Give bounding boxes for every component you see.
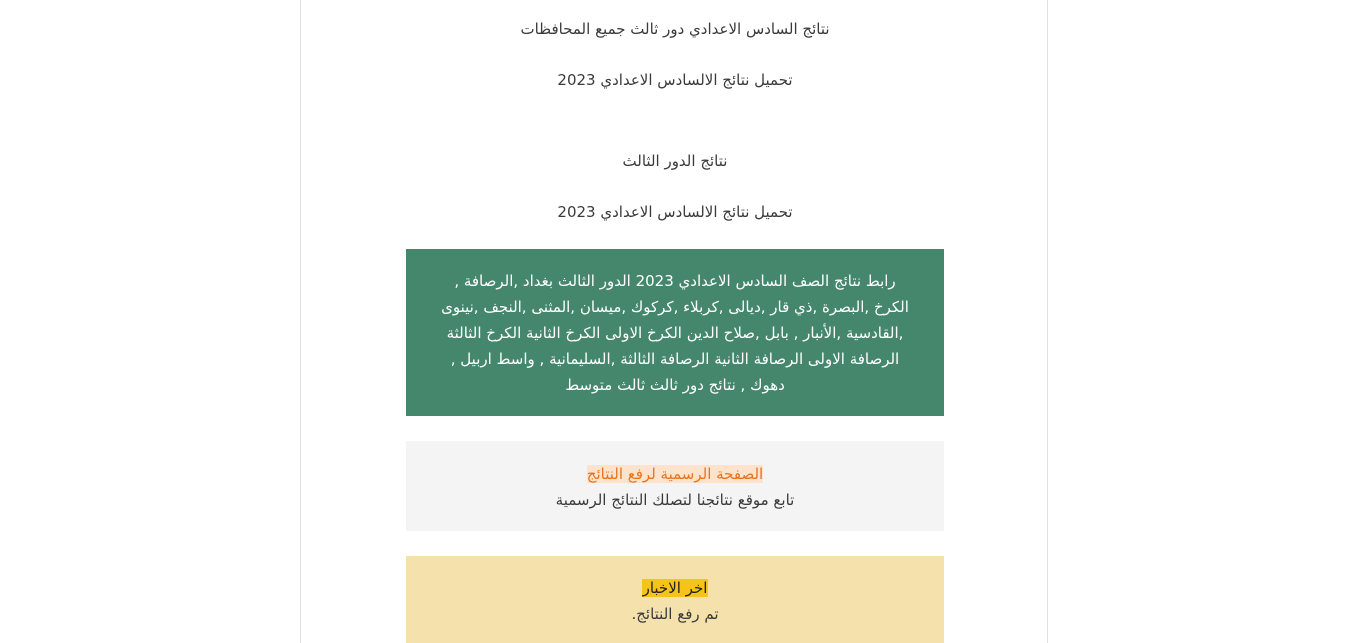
article-line-2: تحميل نتائج الالسادس الاعدادي 2023 [557, 71, 793, 89]
article-line-4: تحميل نتائج الالسادس الاعدادي 2023 [557, 203, 793, 221]
latest-news-box [406, 556, 944, 643]
results-link-box [406, 249, 944, 416]
official-page-link[interactable]: الصفحة الرسمية لرفع النتائج [586, 465, 764, 483]
official-page-subtitle: تابع موقع نتائجنا لتصلك النتائج الرسمية [555, 491, 795, 509]
article-line-3: نتائج الدور الثالث [622, 152, 728, 170]
latest-news-text: تم رفع النتائج. [631, 605, 719, 623]
official-page-box [406, 441, 944, 531]
latest-news-title: اخر الاخبار [642, 579, 708, 597]
article-column [300, 0, 1048, 643]
article-line-1: نتائج السادس الاعدادي دور ثالث جميع المحافظات [520, 20, 830, 38]
results-link-text: رابط نتائج الصف السادس الاعدادي 2023 الدور الثالث بغداد ,الرصافة , الكرخ ,البصرة ,ذي قار ,ديالى ,كربلاء ,كركوك ,ميسان ,المثنى ,النجف ,نينوى ,القادسية ,الأنبار , بابل ,صلاح الدين الكرخ الاولى الكرخ الثانية الكرخ الثالثة الرصافة الاولى الرصافة الثانية الرصافة الثالثة ,السليمانية , واسط اربيل , دهوك , نتائج دور ثالث ثالث متوسط [441, 272, 909, 394]
